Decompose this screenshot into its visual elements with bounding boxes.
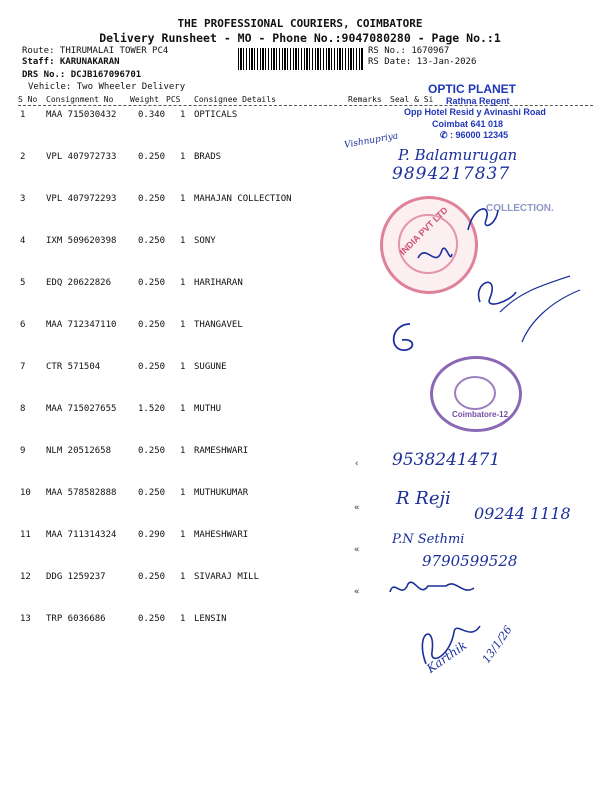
row-consignment: MAA 715027655 xyxy=(46,404,117,414)
row-weight: 0.250 xyxy=(138,236,166,246)
row-consignment: VPL 407972733 xyxy=(46,152,117,162)
runsheet-subtitle: Delivery Runsheet - MO - Phone No.:9047080280 - Page No.:1 xyxy=(99,31,501,45)
row-consignee: MAHESHWARI xyxy=(194,530,249,540)
vehicle-label: Vehicle: Two Wheeler Delivery xyxy=(28,82,186,92)
row-pcs: 1 xyxy=(180,194,186,204)
row-pcs: 1 xyxy=(180,110,186,120)
remark-tick-icon: « xyxy=(354,587,360,597)
signature-row10-phone: 09244 1118 xyxy=(474,504,571,523)
row-pcs: 1 xyxy=(180,236,186,246)
row-weight: 0.250 xyxy=(138,152,166,162)
row-consignee: RAMESHWARI xyxy=(194,446,249,456)
signature-row2-name: P. Balamurugan xyxy=(398,146,518,164)
row-weight: 0.340 xyxy=(138,110,166,120)
row-weight: 0.250 xyxy=(138,278,166,288)
row-weight: 1.520 xyxy=(138,404,166,414)
row-consignee: LENSIN xyxy=(194,614,227,624)
row-sno: 13 xyxy=(20,614,31,624)
coimbatore-seal-inner xyxy=(454,376,496,410)
row-consignment: VPL 407972293 xyxy=(46,194,117,204)
row-sno: 4 xyxy=(20,236,26,246)
signature-row1: Vishnupriya xyxy=(343,131,400,151)
row-consignment: MAA 712347110 xyxy=(46,320,117,330)
table-row xyxy=(0,194,600,236)
row-pcs: 1 xyxy=(180,404,186,414)
row-pcs: 1 xyxy=(180,530,186,540)
row-sno: 11 xyxy=(20,530,31,540)
route-label: Route: THIRUMALAI TOWER PC4 xyxy=(22,46,169,56)
signature-row6-initial xyxy=(386,318,426,358)
row-consignee: BRADS xyxy=(194,152,222,162)
remark-tick-icon: ‹ xyxy=(354,459,360,469)
row-consignee: THANGAVEL xyxy=(194,320,243,330)
row-consignee: HARIHARAN xyxy=(194,278,243,288)
row-consignee: SUGUNE xyxy=(194,362,227,372)
coimbatore-seal-text: Coimbatore-12 xyxy=(452,410,509,419)
optic-stamp-line3: Coimbat 641 018 xyxy=(432,119,504,129)
barcode xyxy=(238,48,364,70)
row-weight: 0.250 xyxy=(138,320,166,330)
row-sno: 8 xyxy=(20,404,26,414)
row-sno: 9 xyxy=(20,446,26,456)
signature-row4-scribble xyxy=(414,240,454,272)
col-pcs: PCS xyxy=(166,95,181,104)
row-pcs: 1 xyxy=(180,614,186,624)
optic-stamp-name: OPTIC PLANET xyxy=(428,82,517,96)
row-pcs: 1 xyxy=(180,152,186,162)
row-weight: 0.250 xyxy=(138,572,166,582)
row-sno: 3 xyxy=(20,194,26,204)
row-consignment: DDG 1259237 xyxy=(46,572,106,582)
row-weight: 0.250 xyxy=(138,194,166,204)
row-consignment: EDQ 20622826 xyxy=(46,278,112,288)
optic-stamp-line2: Opp Hotel Resid y Avinashi Road xyxy=(404,107,546,117)
row-consignee: OPTICALS xyxy=(194,110,238,120)
col-weight: Weight xyxy=(130,95,159,104)
row-weight: 0.250 xyxy=(138,446,166,456)
row-weight: 0.250 xyxy=(138,488,166,498)
row-pcs: 1 xyxy=(180,446,186,456)
row-consignee: MAHAJAN COLLECTION xyxy=(194,194,292,204)
row-sno: 10 xyxy=(20,488,31,498)
row-weight: 0.250 xyxy=(138,614,166,624)
signature-row3-scribble xyxy=(462,200,502,236)
row-consignment: MAA 711314324 xyxy=(46,530,117,540)
row-weight: 0.250 xyxy=(138,362,166,372)
row-weight: 0.290 xyxy=(138,530,166,540)
signature-row5-6 xyxy=(470,272,590,362)
row-pcs: 1 xyxy=(180,362,186,372)
signature-row2-phone: 9894217837 xyxy=(392,164,511,184)
signature-row13-date: 13/1/26 xyxy=(479,623,515,666)
row-consignee: MUTHU xyxy=(194,404,222,414)
signature-row11-phone: 9790599528 xyxy=(422,552,518,570)
table-row xyxy=(0,446,600,488)
col-consignee: Consignee Details xyxy=(194,95,276,104)
signature-row12 xyxy=(386,574,486,602)
col-remarks: Remarks xyxy=(348,95,382,104)
row-consignment: TRP 6036686 xyxy=(46,614,106,624)
optic-stamp-line4: ✆ : 96000 12345 xyxy=(440,130,509,140)
row-sno: 7 xyxy=(20,362,26,372)
row-consignment: MAA 715030432 xyxy=(46,110,117,120)
optic-stamp-line1: Rathna Regent xyxy=(446,96,510,106)
row-sno: 2 xyxy=(20,152,26,162)
row-consignee: SONY xyxy=(194,236,216,246)
row-sno: 1 xyxy=(20,110,26,120)
col-sno: S No xyxy=(18,95,38,104)
signature-row11-name: P.N Sethmi xyxy=(392,532,465,547)
row-consignment: CTR 571504 xyxy=(46,362,101,372)
remark-tick-icon: « xyxy=(354,545,360,555)
row-pcs: 1 xyxy=(180,278,186,288)
col-seal: Seal & Si xyxy=(390,95,434,104)
row-consignment: MAA 578582888 xyxy=(46,488,117,498)
row-sno: 12 xyxy=(20,572,31,582)
row-sno: 6 xyxy=(20,320,26,330)
drs-label: DRS No.: DCJB167096701 xyxy=(22,70,142,80)
col-consignment: Consignment No xyxy=(46,95,114,104)
row-consignment: NLM 20512658 xyxy=(46,446,112,456)
signature-row10-name: R Reji xyxy=(396,488,451,509)
row-consignee: MUTHUKUMAR xyxy=(194,488,249,498)
staff-label: Staff: KARUNAKARAN xyxy=(22,57,120,67)
row-sno: 5 xyxy=(20,278,26,288)
company-title: THE PROFESSIONAL COURIERS, COIMBATORE xyxy=(177,17,423,30)
row-consignment: IXM 509620398 xyxy=(46,236,117,246)
row-consignee: SIVARAJ MILL xyxy=(194,572,260,582)
row-pcs: 1 xyxy=(180,488,186,498)
rs-date: RS Date: 13-Jan-2026 xyxy=(368,57,477,67)
row-pcs: 1 xyxy=(180,320,186,330)
row-pcs: 1 xyxy=(180,572,186,582)
collection-stamp-text: COLLECTION. xyxy=(486,203,554,214)
seal-text: INDIA PVT LTD xyxy=(397,205,450,257)
table-row xyxy=(0,572,600,614)
remark-tick-icon: « xyxy=(354,503,360,513)
rs-number: RS No.: 1670967 xyxy=(368,46,450,56)
signature-row13-name: Karthik xyxy=(424,638,470,676)
signature-row9: 9538241471 xyxy=(392,450,501,470)
